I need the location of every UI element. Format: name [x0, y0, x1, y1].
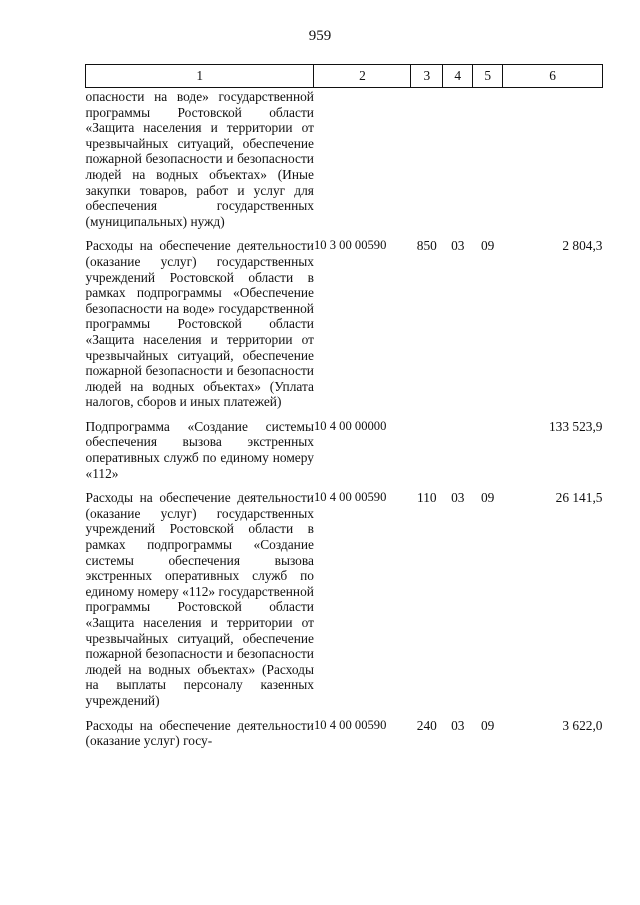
row-expense-type: 240: [416, 717, 437, 733]
row-section: 03: [451, 717, 465, 733]
row-amount: 26 141,5: [555, 490, 603, 506]
row-amount: 133 523,9: [548, 418, 603, 434]
column-header-6: 6: [503, 65, 603, 88]
row-description: Расходы на обеспечение деятельности (оказание услуг) государственных учреждений Ростовской области в рамках подпрограммы «Создание системы обеспечения вызова экстренных оперативных служб по единому номеру «112» государственной программы Ростовской области «Защита населения и территории от чрезвычайных ситуаций, обеспечение пожарной безопасности и безопасности людей на водных объектах» (Расходы на выплаты персоналу казенных учреждений): [85, 490, 314, 708]
column-header-1: 1: [86, 65, 314, 88]
table-row: [86, 88, 603, 239]
row-section: 03: [451, 490, 465, 506]
column-header-5: 5: [473, 65, 503, 88]
row-section: [443, 419, 473, 490]
column-header-3: 3: [411, 65, 443, 88]
row-code: 10 4 00 00590: [313, 717, 387, 732]
row-expense-type: [411, 88, 443, 239]
row-description: Расходы на обеспечение деятельности (оказание услуг) государственных учреждений Ростовской области в рамках подпрограммы «Обеспечение безопасности на воде» государственной программы Ростовской области «Защита населения и территории от чрезвычайных ситуаций, обеспечение пожарной безопасности и безопасности людей на водных объектах» (Уплата налогов, сборов и иных платежей): [85, 238, 314, 410]
row-expense-type: 110: [417, 490, 437, 506]
row-expense-type: 850: [416, 238, 437, 254]
row-amount: 2 804,3: [562, 238, 603, 254]
row-subsection: 09: [480, 717, 495, 733]
row-subsection: 09: [480, 238, 495, 254]
row-code: [314, 88, 411, 239]
row-amount: 3 622,0: [562, 717, 603, 733]
row-expense-type: [411, 419, 443, 490]
row-code: 10 4 00 00000: [313, 418, 387, 433]
table-row: [86, 238, 603, 419]
row-amount: [503, 88, 603, 239]
row-section: 03: [451, 238, 465, 254]
row-code: 10 3 00 00590: [313, 238, 387, 253]
row-description: опасности на воде» государственной программы Ростовской области «Защита населения и территории от чрезвычайных ситуаций, обеспечение пожарной безопасности и безопасности людей на водных объектах» (Иные закупки товаров, работ и услуг для обеспечения государственных (муниципальных) нужд): [85, 89, 314, 229]
row-description: Подпрограмма «Создание системы обеспечения вызова экстренных оперативных служб по единому номеру «112»: [85, 418, 314, 481]
row-section: [443, 88, 473, 239]
column-header-row: [86, 65, 603, 88]
table-row: [86, 718, 603, 758]
row-subsection: [473, 419, 503, 490]
row-code: 10 4 00 00590: [313, 490, 387, 505]
column-header-4: 4: [443, 65, 473, 88]
table-row: [86, 419, 603, 490]
row-subsection: [473, 88, 503, 239]
budget-table: [85, 64, 603, 758]
page-number: 959: [308, 28, 332, 44]
table-row: [86, 490, 603, 717]
row-description: Расходы на обеспечение деятельности (оказание услуг) госу-: [85, 717, 314, 749]
row-subsection: 09: [480, 490, 495, 506]
column-header-2: 2: [314, 65, 411, 88]
